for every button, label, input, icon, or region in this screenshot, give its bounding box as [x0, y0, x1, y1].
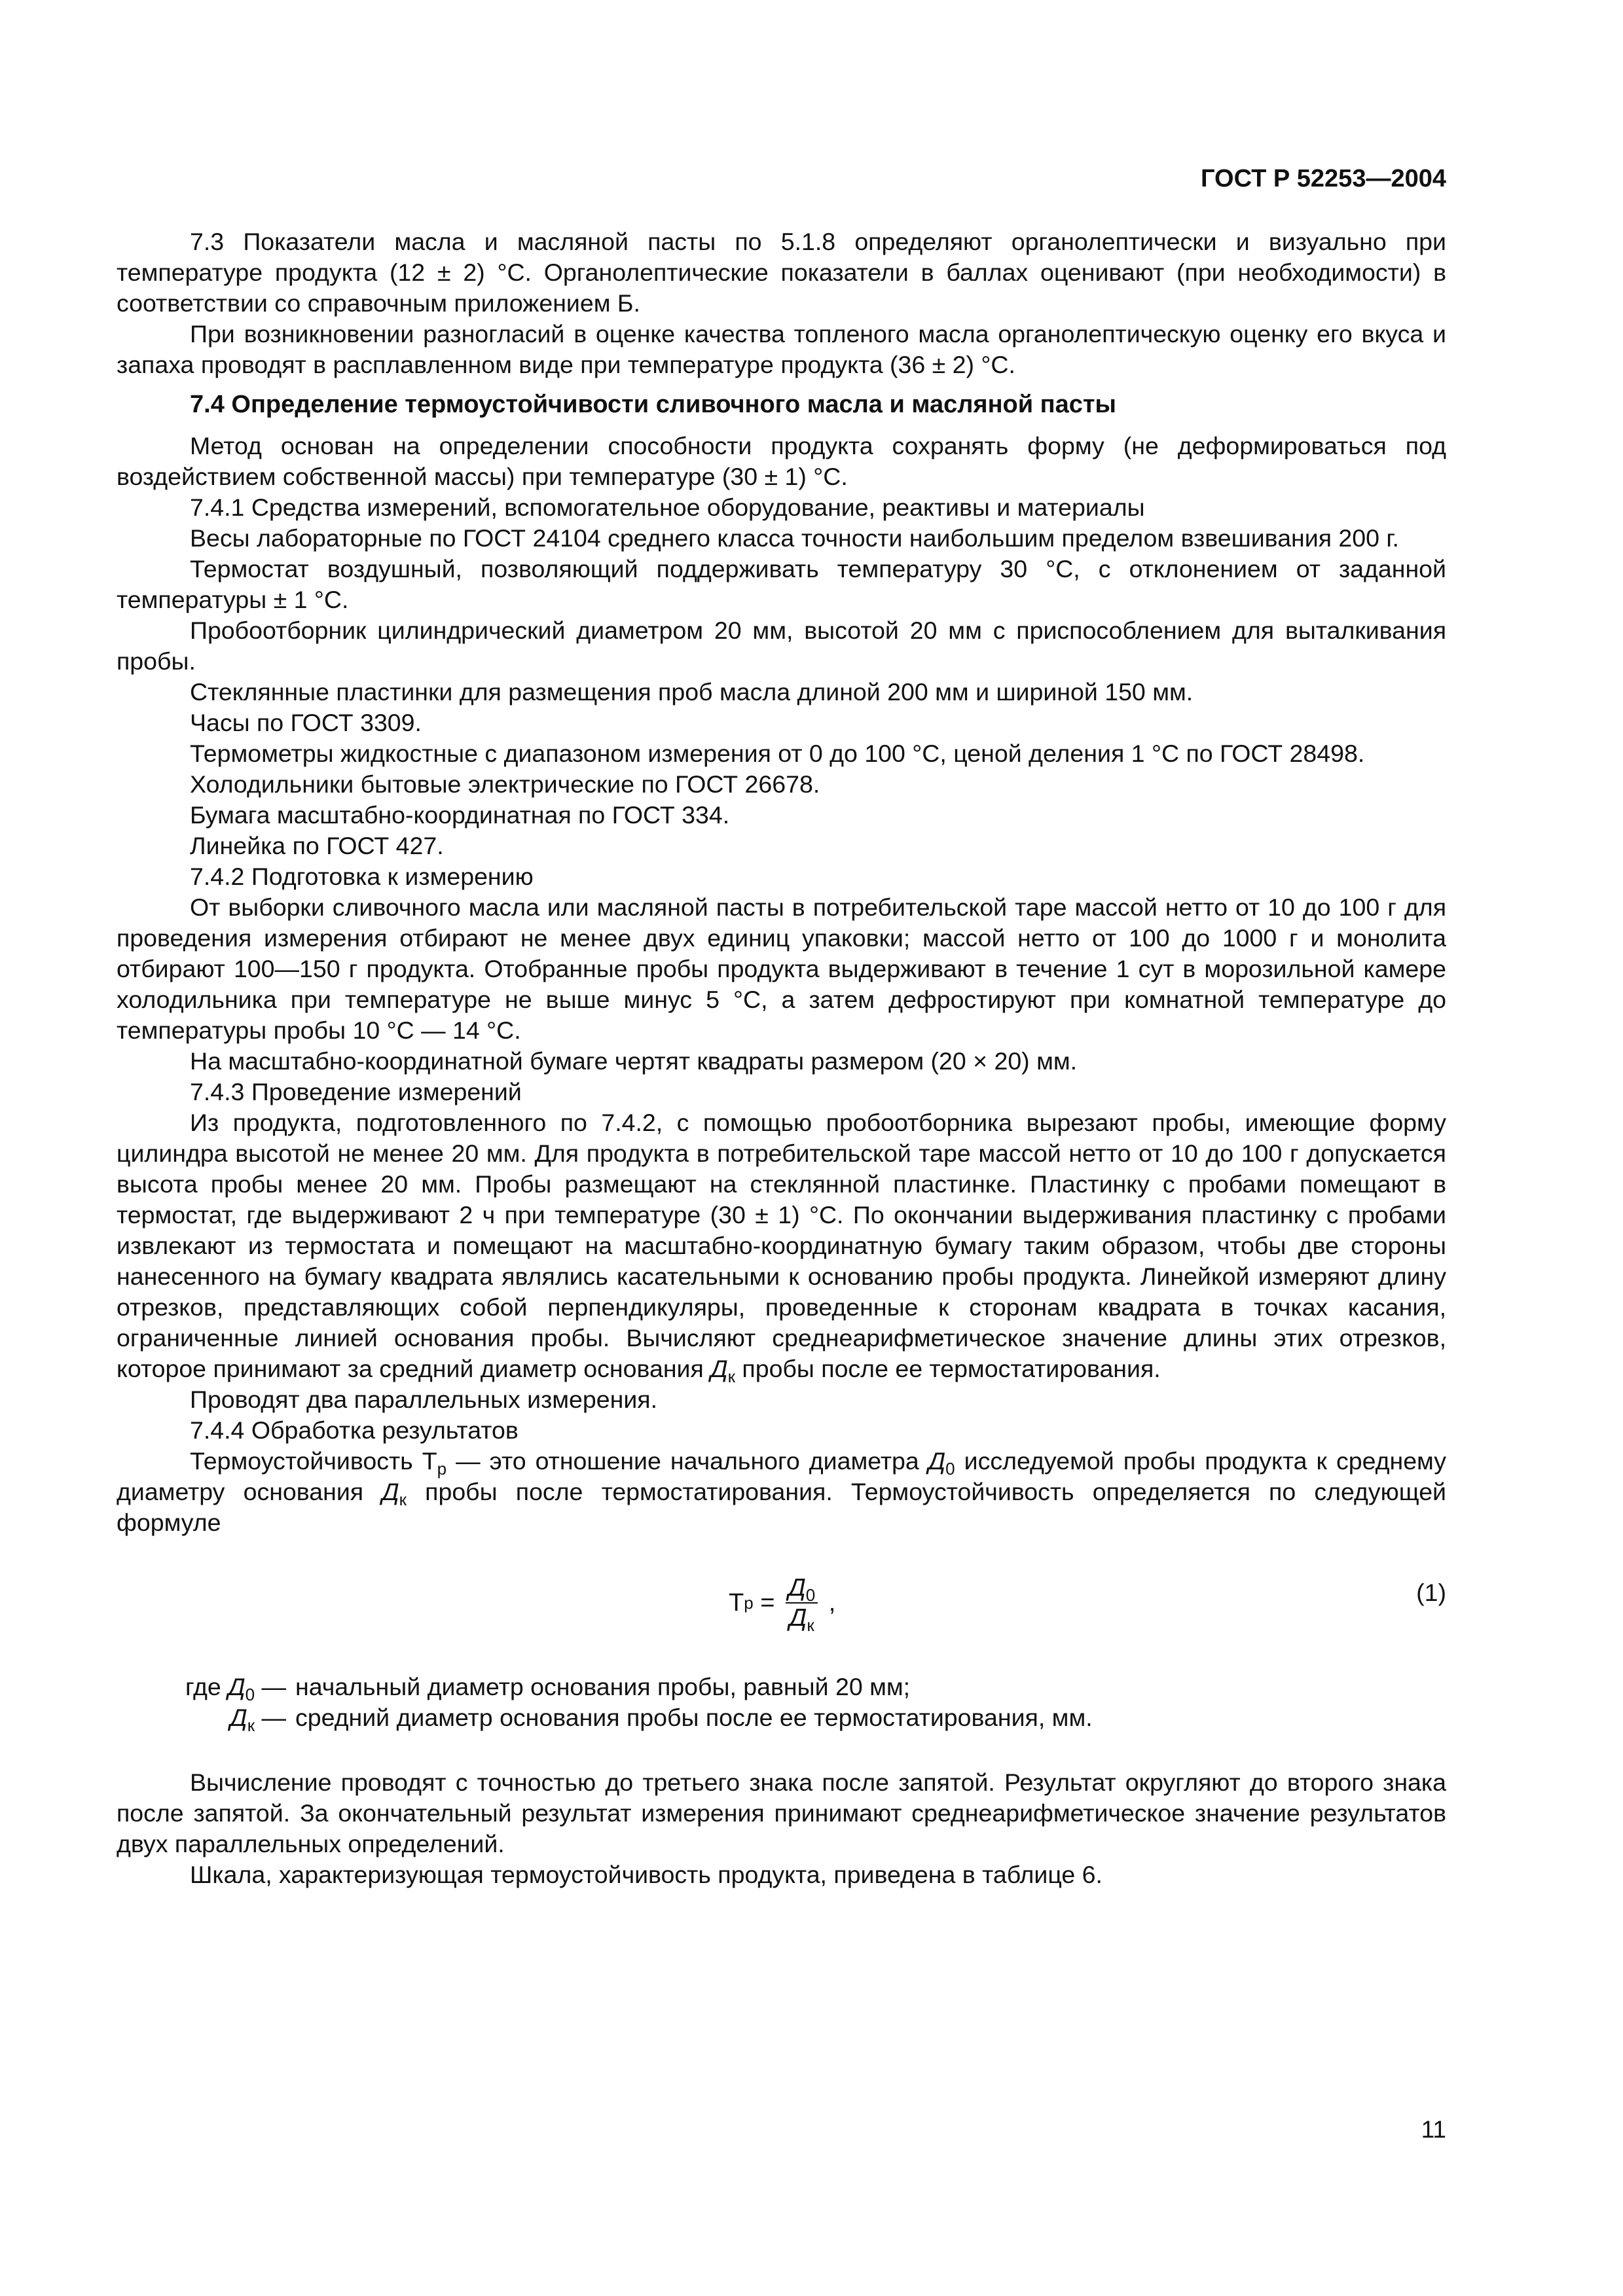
paragraph: Термостат воздушный, позволяющий поддерживать температуру 30 °С, с отклонением от заданной температуры ± 1 °С. — [117, 555, 1446, 613]
paragraph-text: Термоустойчивость Т — [190, 1447, 437, 1475]
document-body — [117, 226, 1446, 1890]
paragraph: 7.3 Показатели масла и масляной пасты по 5.1.8 определяют органолептически и визуально при температуре продукта (12 ± 2) °С. Органолептические показатели в баллах оценивают (при необходимости) в соответствии со справочным приложением Б. — [117, 228, 1446, 317]
formula-comma: , — [822, 1588, 836, 1617]
subsection-title: 7.4.3 Проведение измерений — [190, 1078, 522, 1105]
paragraph-text: — это отношение начального диаметра — [447, 1447, 928, 1475]
section-heading: 7.4 Определение термоустойчивости сливочного масла и масляной пасты — [190, 391, 1116, 418]
document-header: ГОСТ Р 52253—2004 — [1201, 165, 1446, 192]
where-dash: — — [255, 1704, 286, 1731]
symbol-d: Д — [789, 1604, 807, 1632]
symbol-d: Д — [788, 1574, 806, 1602]
where-dash: — — [255, 1673, 286, 1700]
where-item — [117, 1672, 1446, 1702]
symbol-d: Д — [382, 1478, 399, 1505]
paragraph: Вычисление проводят с точностью до третьего знака после запятой. Результат округляют до второго знака после запятой. За окончательный результат измерения принимают среднеарифметическое значение результатов двух параллельных определений. — [117, 1768, 1446, 1857]
where-description: начальный диаметр основания пробы, равный 20 мм; — [295, 1673, 911, 1700]
formula: Т р = $\frac{Д_0}{Д_к}$ , — [729, 1574, 836, 1635]
formula-block — [117, 1543, 1446, 1668]
paragraph: Линейка по ГОСТ 427. — [190, 832, 444, 859]
subsection-title: 7.4.4 Обработка результатов — [190, 1416, 519, 1444]
fraction-denominator — [789, 1604, 814, 1635]
where-term — [117, 1702, 295, 1733]
paragraph-text: исследуемой пробы продукта к среднему диаметру основания — [117, 1447, 1446, 1505]
paragraph — [117, 1446, 1446, 1538]
paragraph: Весы лабораторные по ГОСТ 24104 среднего класса точности наибольшим пределом взвешивания 200 г. — [190, 524, 1399, 552]
symbol-subscript: к — [247, 1715, 255, 1735]
paragraph-text: пробы после ее термостатирования. — [735, 1355, 1161, 1382]
symbol-subscript: 0 — [945, 1459, 955, 1479]
where-term — [117, 1672, 295, 1702]
subsection-title: 7.4.1 Средства измерений, вспомогательное оборудование, реактивы и материалы — [190, 493, 1145, 521]
paragraph: Шкала, характеризующая термоустойчивость продукта, приведена в таблице 6. — [190, 1861, 1103, 1888]
paragraph: Часы по ГОСТ 3309. — [190, 709, 422, 736]
formula-equals: = — [753, 1588, 782, 1617]
symbol-subscript: 0 — [245, 1685, 255, 1704]
symbol-subscript: к — [807, 1615, 814, 1635]
paragraph-text: Из продукта, подготовленного по 7.4.2, с помощью пробоотборника вырезают пробы, имеющие форму цилиндра высотой не менее 20 мм. Для продукта в потребительской таре массой нетто от 10 до 100 г допускается высота пробы менее 20 мм. Пробы размещают на стеклянной пластинке. Пластинку с пробами помещают в термостат, где выдерживают 2 ч при температуре (30 ± 1) °С. По окончании выдерживания пластинку с пробами извлекают из термостата и помещают на масштабно-координатную бумагу таким образом, чтобы две стороны нанесенного на бумагу квадрата являлись касательными к основанию пробы продукта. Линейкой измеряют длину отрезков, представляющих собой перпендикуляры, проведенные к сторонам квадрата в точках касания, ограниченные линией основания пробы. Вычисляют среднеарифметическое значение длины этих отрезков, которое принимают за средний диаметр основания — [117, 1109, 1446, 1382]
paragraph-text: пробы после термостатирования. Термоустойчивость определяется по следующей формуле — [117, 1478, 1447, 1536]
symbol-d: Д — [928, 1447, 946, 1475]
symbol-d: Д — [710, 1355, 728, 1382]
page-number: 11 — [1421, 2116, 1446, 2143]
paragraph: Бумага масштабно-координатная по ГОСТ 334. — [190, 801, 730, 829]
symbol-d: Д — [230, 1704, 247, 1731]
where-item — [117, 1702, 1446, 1733]
where-description: средний диаметр основания пробы после ее термостатирования, мм. — [295, 1704, 1093, 1731]
subsection-title: 7.4.2 Подготовка к измерению — [190, 863, 534, 890]
equation-number: (1) — [1416, 1579, 1446, 1606]
paragraph: Метод основан на определении способности продукта сохранять форму (не деформироваться под воздействием собственной массы) при температуре (30 ± 1) °С. — [117, 432, 1446, 490]
formula-lhs: Т — [729, 1588, 744, 1617]
paragraph: Термометры жидкостные с диапазоном измерения от 0 до 100 °С, ценой деления 1 °С по ГОСТ 28498. — [190, 740, 1365, 767]
paragraph: Холодильники бытовые электрические по ГОСТ 26678. — [190, 770, 820, 798]
formula-fraction — [786, 1573, 818, 1635]
paragraph: Пробоотборник цилиндрический диаметром 20 мм, высотой 20 мм с приспособлением для выталкивания пробы. — [117, 617, 1446, 675]
paragraph: На масштабно-координатной бумаге чертят квадраты размером (20 × 20) мм. — [190, 1047, 1078, 1075]
fraction-numerator — [786, 1573, 818, 1604]
paragraph: Проводят два параллельных измерения. — [190, 1386, 658, 1413]
where-prefix: где — [185, 1673, 228, 1700]
symbol-subscript: р — [437, 1459, 447, 1479]
symbol-d: Д — [228, 1673, 246, 1700]
paragraph — [117, 1107, 1446, 1384]
paragraph: При возникновении разногласий в оценке качества топленого масла органолептическую оценку его вкуса и запаха проводят в расплавленном виде при температуре продукта (36 ± 2) °С. — [117, 320, 1446, 378]
symbol-subscript: к — [727, 1367, 735, 1386]
paragraph: От выборки сливочного масла или масляной пасты в потребительской таре массой нетто от 10 до 100 г для проведения измерения отбирают не менее двух единиц упаковки; массой нетто от 100 до 1000 г и монолита отбирают 100—150 г продукта. Отобранные пробы продукта выдерживают в течение 1 сут в морозильной камере холодильника при температуре не выше минус 5 °С, а затем дефростируют при комнатной температуре до температуры пробы 10 °С — 14 °С. — [117, 893, 1446, 1044]
symbol-subscript: 0 — [805, 1585, 816, 1605]
where-list — [117, 1672, 1446, 1733]
symbol-subscript: к — [399, 1490, 407, 1509]
paragraph: Стеклянные пластинки для размещения проб масла длиной 200 мм и шириной 150 мм. — [190, 678, 1194, 706]
